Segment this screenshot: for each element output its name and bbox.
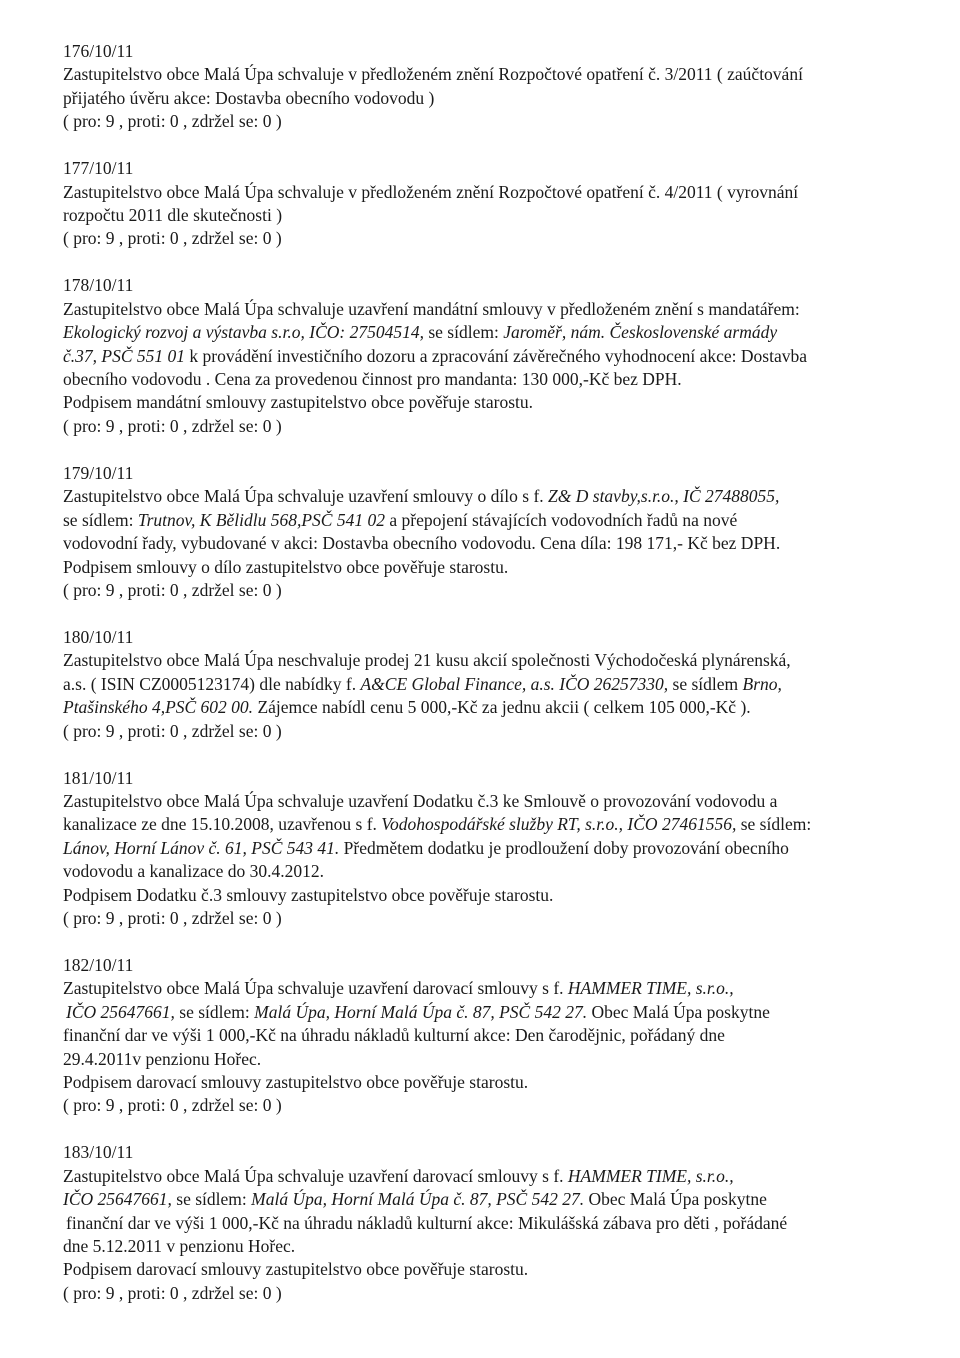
resolution-text-line: Zastupitelstvo obce Malá Úpa schvaluje uzavření mandátní smlouvy v předloženém znění s mandatářem: [63, 298, 800, 319]
party-address: Lánov, Horní Lánov č. 61, PSČ 543 41. [63, 837, 340, 858]
resolution-number: 178/10/11 [63, 275, 134, 296]
resolution-text-line: dne 5.12.2011 v penzionu Hořec. [63, 1236, 296, 1257]
vote-result: ( pro: 9 , proti: 0 , zdržel se: 0 ) [63, 579, 282, 600]
vote-result: ( pro: 9 , proti: 0 , zdržel se: 0 ) [63, 907, 282, 928]
text-fragment: Zastupitelstvo obce Malá Úpa schvaluje uzavření darovací smlouvy s f. [63, 1165, 568, 1186]
resolution-text-line [63, 813, 923, 836]
party-name: HAMMER TIME, s.r.o., [567, 978, 734, 999]
resolution-text-line: 29.4.2011v penzionu Hořec. [63, 1048, 262, 1069]
resolution-text-line: Podpisem darovací smlouvy zastupitelstvo obce pověřuje starostu. [63, 1259, 529, 1280]
vote-result: ( pro: 9 , proti: 0 , zdržel se: 0 ) [63, 228, 282, 249]
party-address: Ptašinského 4,PSČ 602 00. [63, 697, 254, 718]
text-fragment: se sídlem: [171, 1189, 252, 1210]
text-fragment: a přepojení stávajících vodovodních řadů na nové [384, 509, 738, 530]
resolution-number: 183/10/11 [63, 1142, 134, 1163]
resolution-text-line: vodovodu a kanalizace do 30.4.2012. [63, 861, 324, 882]
resolution-text-line: finanční dar ve výši 1 000,-Kč na úhradu nákladů kulturní akce: Den čarodějnic, pořádaný dne [63, 1025, 725, 1046]
text-fragment: se sídlem: [423, 322, 504, 343]
party-address: Malá Úpa, Horní Malá Úpa č. 87, PSČ 542 27. [254, 1001, 588, 1022]
resolution-number: 177/10/11 [63, 158, 134, 179]
party-name: A&CE Global Finance, a.s. IČO 26257330, [360, 673, 669, 694]
resolution-number: 179/10/11 [63, 462, 134, 483]
resolution-text-line [63, 509, 923, 532]
party-address: Trutnov, K Bělidlu 568,PSČ 541 02 [137, 509, 385, 530]
resolution-text-line: obecního vodovodu . Cena za provedenou činnost pro mandanta: 130 000,-Kč bez DPH. [63, 369, 682, 390]
text-fragment: Obec Malá Úpa poskytne [587, 1001, 770, 1022]
text-fragment: Zastupitelstvo obce Malá Úpa schvaluje uzavření smlouvy o dílo s f. [63, 486, 549, 507]
resolution-text-line [63, 837, 923, 860]
text-fragment: Zájemce nabídl cenu 5 000,-Kč za jednu akcii ( celkem 105 000,-Kč ). [253, 697, 751, 718]
text-fragment: k provádění investičního dozoru a zpracování závěrečného vyhodnocení akce: Dostavba [185, 345, 807, 366]
vote-result: ( pro: 9 , proti: 0 , zdržel se: 0 ) [63, 720, 282, 741]
text-fragment: Zastupitelstvo obce Malá Úpa schvaluje uzavření darovací smlouvy s f. [63, 978, 568, 999]
resolution-text-line: Podpisem smlouvy o dílo zastupitelstvo obce pověřuje starostu. [63, 556, 509, 577]
party-id: IČO 25647661, [66, 1001, 175, 1022]
party-address: č.37, PSČ 551 01 [63, 345, 186, 366]
resolution-178 [63, 274, 923, 438]
resolution-183 [63, 1141, 923, 1305]
resolution-number: 176/10/11 [63, 41, 134, 61]
resolution-text-line: Podpisem darovací smlouvy zastupitelstvo obce pověřuje starostu. [63, 1072, 529, 1092]
text-fragment: Obec Malá Úpa poskytne [584, 1189, 767, 1210]
party-name: Z& D stavby,s.r.o., IČ 27488055, [548, 486, 780, 507]
resolution-number: 180/10/11 [63, 626, 134, 647]
text-fragment: se sídlem: [63, 509, 138, 530]
resolution-text-line: Podpisem Dodatku č.3 smlouvy zastupitelstvo obce pověřuje starostu. [63, 884, 554, 905]
resolution-number: 182/10/11 [63, 954, 134, 975]
resolution-text-line: finanční dar ve výši 1 000,-Kč na úhradu nákladů kulturní akce: Mikulášská zábava pro děti , pořádané [66, 1212, 788, 1233]
party-name: Ekologický rozvoj a výstavba s.r.o, IČO: 27504514, [63, 322, 424, 343]
resolution-text-line [63, 485, 923, 508]
resolution-text-line: Zastupitelstvo obce Malá Úpa schvaluje v předloženém znění Rozpočtové opatření č. 3/2011 ( zaúčtování [63, 64, 803, 85]
party-id: IČO 25647661, [63, 1189, 172, 1210]
resolution-text-line [63, 1165, 923, 1188]
vote-result: ( pro: 9 , proti: 0 , zdržel se: 0 ) [63, 1282, 282, 1303]
party-address: Jaroměř, nám. Československé armády [503, 322, 778, 343]
party-address: Malá Úpa, Horní Malá Úpa č. 87, PSČ 542 27. [251, 1189, 585, 1210]
resolution-text-line: Podpisem mandátní smlouvy zastupitelstvo obce pověřuje starostu. [63, 392, 533, 413]
resolution-text-line [63, 1188, 923, 1211]
party-name: Vodohospodářské služby RT, s.r.o., IČO 27461556, [381, 814, 737, 835]
resolution-text-line [63, 1001, 923, 1024]
resolution-176 [63, 40, 923, 134]
resolution-text-line: Zastupitelstvo obce Malá Úpa schvaluje v předloženém znění Rozpočtové opatření č. 4/2011 ( vyrovnání [63, 181, 799, 202]
vote-result: ( pro: 9 , proti: 0 , zdržel se: 0 ) [63, 415, 282, 436]
resolution-number: 181/10/11 [63, 767, 134, 788]
resolution-text-line: vodovodní řady, vybudované v akci: Dostavba obecního vodovodu. Cena díla: 198 171,- Kč bez DPH. [63, 533, 781, 554]
resolution-text-line [63, 321, 923, 344]
party-address: Brno, [742, 673, 782, 694]
resolution-text-line: rozpočtu 2011 dle skutečnosti ) [63, 205, 283, 226]
text-fragment: Předmětem dodatku je prodloužení doby provozování obecního [339, 837, 789, 858]
resolution-text-line: Zastupitelstvo obce Malá Úpa neschvaluje prodej 21 kusu akcií společnosti Východočeská plynárenská, [63, 650, 791, 671]
text-fragment: se sídlem [668, 673, 743, 694]
vote-result: ( pro: 9 , proti: 0 , zdržel se: 0 ) [63, 111, 282, 132]
text-fragment: kanalizace ze dne 15.10.2008, uzavřenou s f. [63, 814, 382, 835]
party-name: HAMMER TIME, s.r.o., [567, 1165, 734, 1186]
text-fragment: a.s. ( ISIN CZ0005123174) dle nabídky f. [63, 673, 361, 694]
text-fragment: se sídlem: [736, 814, 812, 835]
resolution-text-line [63, 673, 923, 696]
resolution-text-line: přijatého úvěru akce: Dostavba obecního vodovodu ) [63, 87, 435, 108]
resolution-179 [63, 462, 923, 602]
vote-result: ( pro: 9 , proti: 0 , zdržel se: 0 ) [63, 1095, 282, 1116]
resolution-180 [63, 626, 923, 743]
resolution-text-line [63, 345, 923, 368]
document-page [63, 40, 923, 1329]
text-fragment: se sídlem: [174, 1001, 255, 1022]
resolution-text-line [63, 696, 923, 719]
resolution-text-line: Zastupitelstvo obce Malá Úpa schvaluje uzavření Dodatku č.3 ke Smlouvě o provozování vodovodu a [63, 790, 778, 811]
resolution-177 [63, 157, 923, 251]
resolution-181 [63, 767, 923, 931]
resolution-182 [63, 954, 923, 1118]
resolution-text-line [63, 977, 923, 1000]
